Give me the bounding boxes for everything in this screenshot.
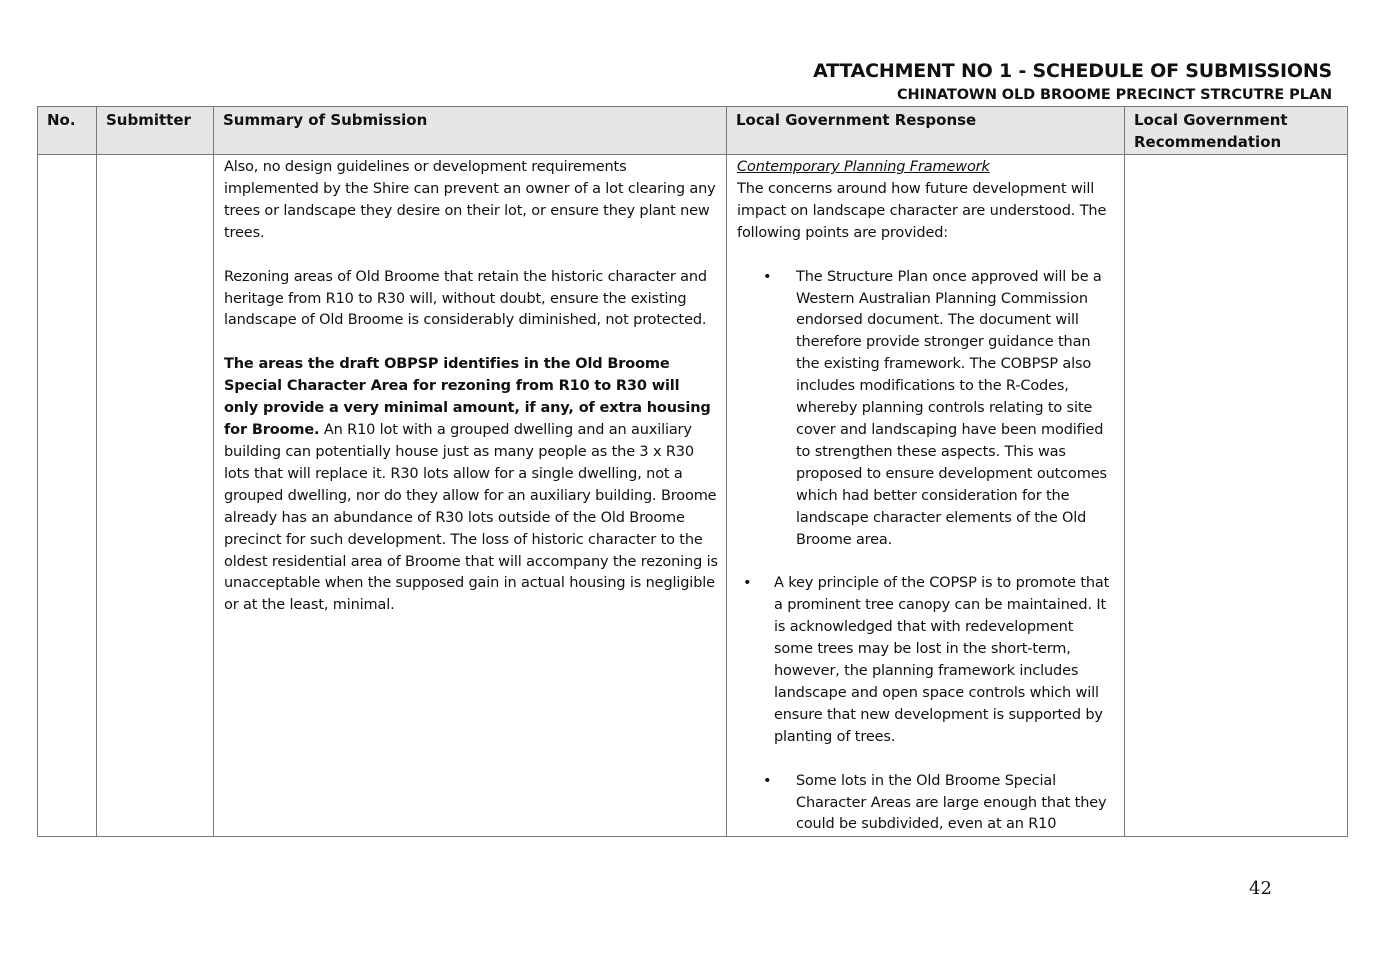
document-title: ATTACHMENT NO 1 - SCHEDULE OF SUBMISSIONS bbox=[813, 60, 1332, 82]
summary-bold-statement: The areas the draft OBPSP identifies in the Old Broome Special Character Area for rezoning from R10 to R30 will only provide a very minimal amount, if any, of extra housing for Broome. bbox=[224, 356, 711, 439]
table-header-row bbox=[38, 107, 1348, 155]
response-bullet-1 bbox=[737, 267, 1116, 552]
cell-submitter bbox=[97, 155, 214, 837]
response-bullet-3 bbox=[737, 771, 1116, 837]
summary-paragraph-1: Also, no design guidelines or development requirements implemented by the Shire can prevent an owner of a lot clearing any trees or landscape they desire on their lot, or ensure they plant new trees. bbox=[224, 159, 716, 241]
bullet-icon: • bbox=[763, 772, 772, 789]
header-no: No. bbox=[38, 107, 97, 155]
page-number: 42 bbox=[1249, 878, 1272, 899]
summary-paragraph-2: Rezoning areas of Old Broome that retain the historic character and heritage from R10 to R30 will, without doubt, ensure the existing landscape of Old Broome is considerably diminished, not protected. bbox=[224, 268, 707, 329]
header-response: Local Government Response bbox=[727, 107, 1125, 155]
header-summary: Summary of Submission bbox=[214, 107, 727, 155]
response-bullet-2 bbox=[737, 573, 1116, 748]
cell-summary bbox=[214, 155, 727, 837]
cell-recommendation bbox=[1125, 155, 1348, 837]
response-bullet-3-text: Some lots in the Old Broome Special Character Areas are large enough that they could be subdivided, even at an R10 bbox=[796, 772, 1107, 833]
cell-response bbox=[727, 155, 1125, 837]
summary-paragraph-3 bbox=[224, 354, 718, 617]
bullet-icon: • bbox=[763, 268, 772, 285]
response-heading: Contemporary Planning Framework bbox=[737, 159, 990, 175]
submissions-table bbox=[37, 106, 1348, 837]
header-recommendation: Local Government Recommendation bbox=[1125, 107, 1348, 155]
bullet-icon: • bbox=[743, 575, 752, 592]
response-bullet-2-text: A key principle of the COPSP is to promote that a prominent tree canopy can be maintained. It is acknowledged that with redevelopment some trees may be lost in the short-term, however, the planning framework includes landscape and open space controls which will ensure that new development is supported by planting of trees. bbox=[774, 575, 1110, 745]
cell-no bbox=[38, 155, 97, 837]
header-submitter: Submitter bbox=[97, 107, 214, 155]
table-row bbox=[38, 155, 1348, 837]
document-subtitle: CHINATOWN OLD BROOME PRECINCT STRCUTRE PLAN bbox=[897, 87, 1332, 103]
summary-paragraph-3-text: An R10 lot with a grouped dwelling and an auxiliary building can potentially house just as many people as the 3 x R30 lots that will replace it. R30 lots allow for a single dwelling, not a grouped dwelling, nor do they allow for an auxiliary building. Broome already has an abundance of R30 lots outside of the Old Broome precinct for such development. The loss of historic character to the oldest residential area of Broome that will accompany the rezoning is unacceptable when the supposed gain in actual housing is negligible or at the least, minimal. bbox=[224, 422, 718, 614]
response-intro: The concerns around how future development will impact on landscape character are understood. The following points are provided: bbox=[737, 180, 1107, 241]
response-bullet-1-text: The Structure Plan once approved will be a Western Australian Planning Commission endorsed document. The document will therefore provide stronger guidance than the existing framework. The COBPSP also includes modifications to the R-Codes, whereby planning controls relating to site cover and landscaping have been modified to strengthen these aspects. This was proposed to ensure development outcomes which had better consideration for the landscape character elements of the Old Broome area. bbox=[796, 268, 1107, 548]
